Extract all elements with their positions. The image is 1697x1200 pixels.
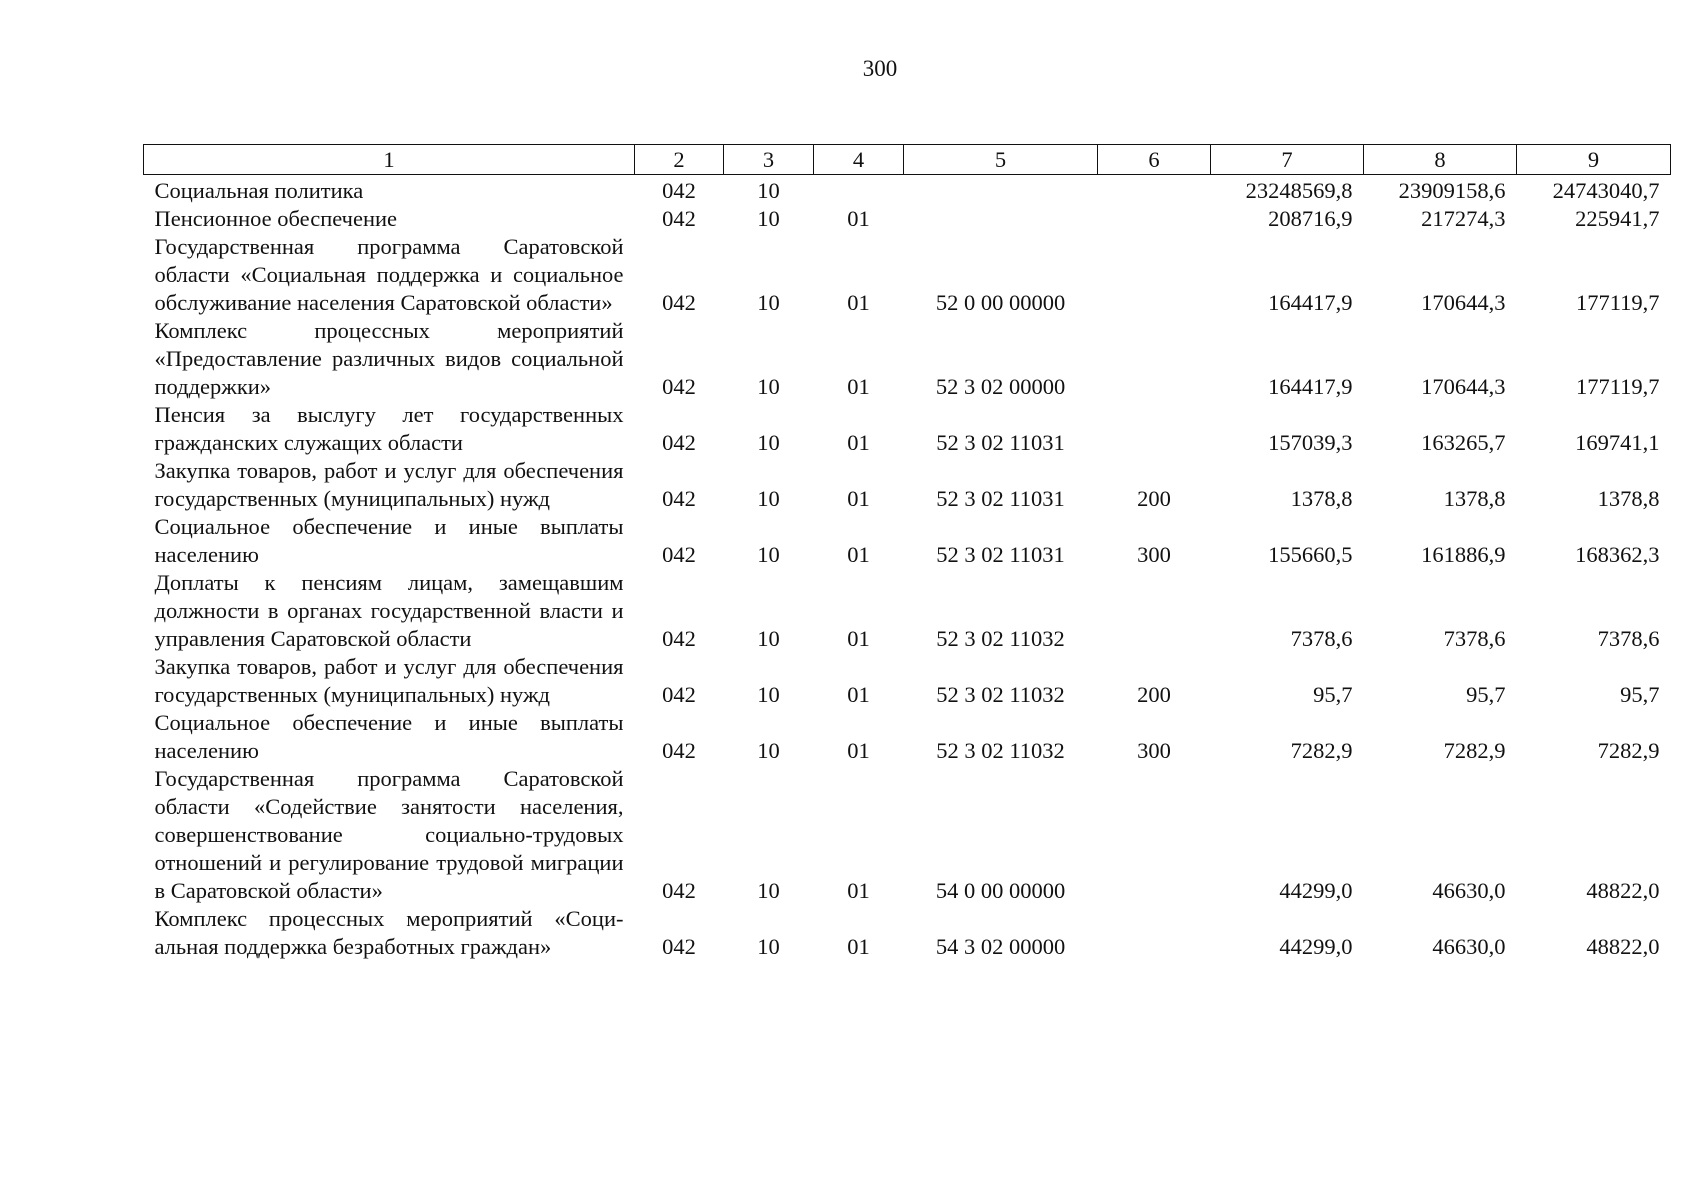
row-value-col7: 7378,6 bbox=[1290, 626, 1353, 651]
row-ministry-code: 042 bbox=[662, 682, 696, 707]
row-value-col9: 177119,7 bbox=[1575, 290, 1660, 315]
row-target-article: 52 3 02 11032 bbox=[936, 738, 1065, 763]
row-value-col7: 155660,5 bbox=[1268, 542, 1353, 567]
row-name: Закупка товаров, работ и услуг для обеспечения государственных (муниципальных) нужд bbox=[154, 654, 624, 707]
table-row bbox=[144, 653, 1671, 709]
row-value-col8: 95,7 bbox=[1466, 682, 1506, 707]
row-subsection-code: 01 bbox=[847, 934, 870, 959]
row-section-code: 10 bbox=[757, 206, 780, 231]
row-name: Доплаты к пенсиям лицам, замещавшим должности в органах государственной власти и управления Саратовской области bbox=[154, 570, 624, 651]
row-value-col9: 225941,7 bbox=[1575, 206, 1660, 231]
row-expense-type: 200 bbox=[1137, 682, 1171, 707]
header-row bbox=[144, 145, 1671, 175]
row-ministry-code: 042 bbox=[662, 542, 696, 567]
column-header-4: 4 bbox=[814, 145, 904, 175]
row-expense-type bbox=[1098, 233, 1211, 317]
row-value-col7: 164417,9 bbox=[1268, 374, 1353, 399]
table-row bbox=[144, 205, 1671, 233]
table-row bbox=[144, 709, 1671, 765]
row-value-col9: 7378,6 bbox=[1597, 626, 1660, 651]
row-ministry-code: 042 bbox=[662, 486, 696, 511]
row-target-article: 54 0 00 00000 bbox=[935, 878, 1066, 903]
row-subsection-code: 01 bbox=[847, 206, 870, 231]
row-target-article: 52 3 02 11032 bbox=[936, 682, 1065, 707]
row-section-code: 10 bbox=[757, 682, 780, 707]
row-value-col8: 46630,0 bbox=[1432, 934, 1506, 959]
row-section-code: 10 bbox=[757, 542, 780, 567]
table-body bbox=[144, 175, 1671, 962]
row-subsection-code: 01 bbox=[847, 374, 870, 399]
row-value-col7: 95,7 bbox=[1313, 682, 1353, 707]
column-header-3: 3 bbox=[724, 145, 814, 175]
row-value-col7: 44299,0 bbox=[1279, 878, 1353, 903]
row-target-article: 52 3 02 00000 bbox=[935, 374, 1066, 399]
row-subsection-code: 01 bbox=[847, 738, 870, 763]
table-row bbox=[144, 765, 1671, 905]
table-row bbox=[144, 905, 1671, 961]
row-expense-type bbox=[1098, 765, 1211, 905]
row-subsection-code: 01 bbox=[847, 486, 870, 511]
table-header bbox=[144, 145, 1671, 175]
row-target-article: 52 3 02 11032 bbox=[936, 626, 1065, 651]
column-header-1: 1 bbox=[144, 145, 635, 175]
row-value-col9: 95,7 bbox=[1620, 682, 1660, 707]
row-section-code: 10 bbox=[757, 934, 780, 959]
row-ministry-code: 042 bbox=[662, 934, 696, 959]
row-target-article: 52 0 00 00000 bbox=[935, 290, 1066, 315]
row-name: Комплекс процессных мероприятий «Предоставление различных видов социальной поддержки» bbox=[154, 318, 624, 399]
row-name: Социальное обеспечение и иные выплаты населению bbox=[154, 514, 624, 567]
row-subsection-code: 01 bbox=[847, 542, 870, 567]
row-expense-type bbox=[1098, 569, 1211, 653]
row-section-code: 10 bbox=[757, 486, 780, 511]
column-header-9: 9 bbox=[1517, 145, 1671, 175]
row-value-col8: 217274,3 bbox=[1421, 206, 1506, 231]
row-value-col9: 48822,0 bbox=[1586, 878, 1660, 903]
row-value-col9: 169741,1 bbox=[1575, 430, 1660, 455]
row-section-code: 10 bbox=[757, 374, 780, 399]
row-value-col9: 48822,0 bbox=[1586, 934, 1660, 959]
row-name: Социальное обеспечение и иные выплаты населению bbox=[154, 710, 624, 763]
row-value-col7: 208716,9 bbox=[1268, 206, 1353, 231]
row-section-code: 10 bbox=[757, 878, 780, 903]
row-expense-type: 300 bbox=[1137, 738, 1171, 763]
row-name: Государственная программа Саратовской области «Содействие занятости населения, совершенствование социально-трудовых отношений и регулирование трудовой миграции в Саратовской области» bbox=[154, 766, 624, 903]
row-name: Комплекс процессных мероприятий «Социальная поддержка безработных граждан» bbox=[154, 906, 624, 959]
row-name: Пенсионное обеспечение bbox=[154, 206, 398, 231]
row-expense-type bbox=[1098, 905, 1211, 961]
column-header-6: 6 bbox=[1098, 145, 1211, 175]
row-name: Пенсия за выслугу лет государственных гражданских служащих области bbox=[154, 402, 624, 455]
row-expense-type bbox=[1098, 175, 1211, 206]
column-header-8: 8 bbox=[1364, 145, 1517, 175]
row-subsection-code: 01 bbox=[847, 682, 870, 707]
row-value-col7: 157039,3 bbox=[1268, 430, 1353, 455]
row-expense-type bbox=[1098, 317, 1211, 401]
row-value-col9: 7282,9 bbox=[1597, 738, 1660, 763]
row-name: Социальная политика bbox=[154, 178, 364, 203]
column-header-2: 2 bbox=[635, 145, 724, 175]
row-value-col8: 161886,9 bbox=[1421, 542, 1506, 567]
row-subsection-code: 01 bbox=[847, 878, 870, 903]
row-subsection-code: 01 bbox=[847, 626, 870, 651]
row-expense-type bbox=[1098, 205, 1211, 233]
row-ministry-code: 042 bbox=[662, 626, 696, 651]
row-ministry-code: 042 bbox=[662, 178, 696, 203]
row-target-article: 52 3 02 11031 bbox=[936, 542, 1065, 567]
row-value-col7: 164417,9 bbox=[1268, 290, 1353, 315]
row-subsection-code bbox=[814, 175, 904, 206]
row-ministry-code: 042 bbox=[662, 290, 696, 315]
row-value-col8: 7378,6 bbox=[1443, 626, 1506, 651]
row-value-col8: 170644,3 bbox=[1421, 374, 1506, 399]
table-row bbox=[144, 401, 1671, 457]
row-section-code: 10 bbox=[757, 626, 780, 651]
row-value-col8: 23909158,6 bbox=[1398, 178, 1506, 203]
row-value-col8: 163265,7 bbox=[1421, 430, 1506, 455]
table-row bbox=[144, 233, 1671, 317]
row-value-col9: 168362,3 bbox=[1575, 542, 1660, 567]
column-header-5: 5 bbox=[904, 145, 1098, 175]
table-row bbox=[144, 175, 1671, 206]
row-target-article bbox=[904, 175, 1098, 206]
row-name: Закупка товаров, работ и услуг для обеспечения государственных (муниципальных) нужд bbox=[154, 458, 624, 511]
row-section-code: 10 bbox=[757, 290, 780, 315]
row-value-col8: 1378,8 bbox=[1443, 486, 1506, 511]
row-value-col7: 44299,0 bbox=[1279, 934, 1353, 959]
row-expense-type: 300 bbox=[1137, 542, 1171, 567]
row-section-code: 10 bbox=[757, 738, 780, 763]
row-target-article bbox=[904, 205, 1098, 233]
row-section-code: 10 bbox=[757, 430, 780, 455]
row-subsection-code: 01 bbox=[847, 430, 870, 455]
row-target-article: 52 3 02 11031 bbox=[936, 486, 1065, 511]
row-value-col8: 170644,3 bbox=[1421, 290, 1506, 315]
row-target-article: 54 3 02 00000 bbox=[935, 934, 1066, 959]
row-ministry-code: 042 bbox=[662, 878, 696, 903]
row-value-col8: 46630,0 bbox=[1432, 878, 1506, 903]
row-ministry-code: 042 bbox=[662, 430, 696, 455]
row-expense-type: 200 bbox=[1137, 486, 1171, 511]
budget-table bbox=[143, 144, 1671, 961]
row-value-col8: 7282,9 bbox=[1443, 738, 1506, 763]
row-value-col7: 1378,8 bbox=[1290, 486, 1353, 511]
row-value-col7: 23248569,8 bbox=[1245, 178, 1353, 203]
table-row bbox=[144, 317, 1671, 401]
row-expense-type bbox=[1098, 401, 1211, 457]
row-section-code: 10 bbox=[757, 178, 780, 203]
row-target-article: 52 3 02 11031 bbox=[936, 430, 1065, 455]
page-number: 300 bbox=[862, 56, 898, 81]
table-row bbox=[144, 457, 1671, 513]
table-row bbox=[144, 569, 1671, 653]
row-name: Государственная программа Саратовской области «Социальная поддержка и социальное обслуживание населения Саратовской области» bbox=[154, 234, 624, 315]
row-value-col9: 24743040,7 bbox=[1552, 178, 1660, 203]
row-ministry-code: 042 bbox=[662, 206, 696, 231]
row-value-col9: 177119,7 bbox=[1575, 374, 1660, 399]
row-value-col9: 1378,8 bbox=[1597, 486, 1660, 511]
row-ministry-code: 042 bbox=[662, 738, 696, 763]
row-subsection-code: 01 bbox=[847, 290, 870, 315]
column-header-7: 7 bbox=[1211, 145, 1364, 175]
row-value-col7: 7282,9 bbox=[1290, 738, 1353, 763]
table-row bbox=[144, 513, 1671, 569]
row-ministry-code: 042 bbox=[662, 374, 696, 399]
